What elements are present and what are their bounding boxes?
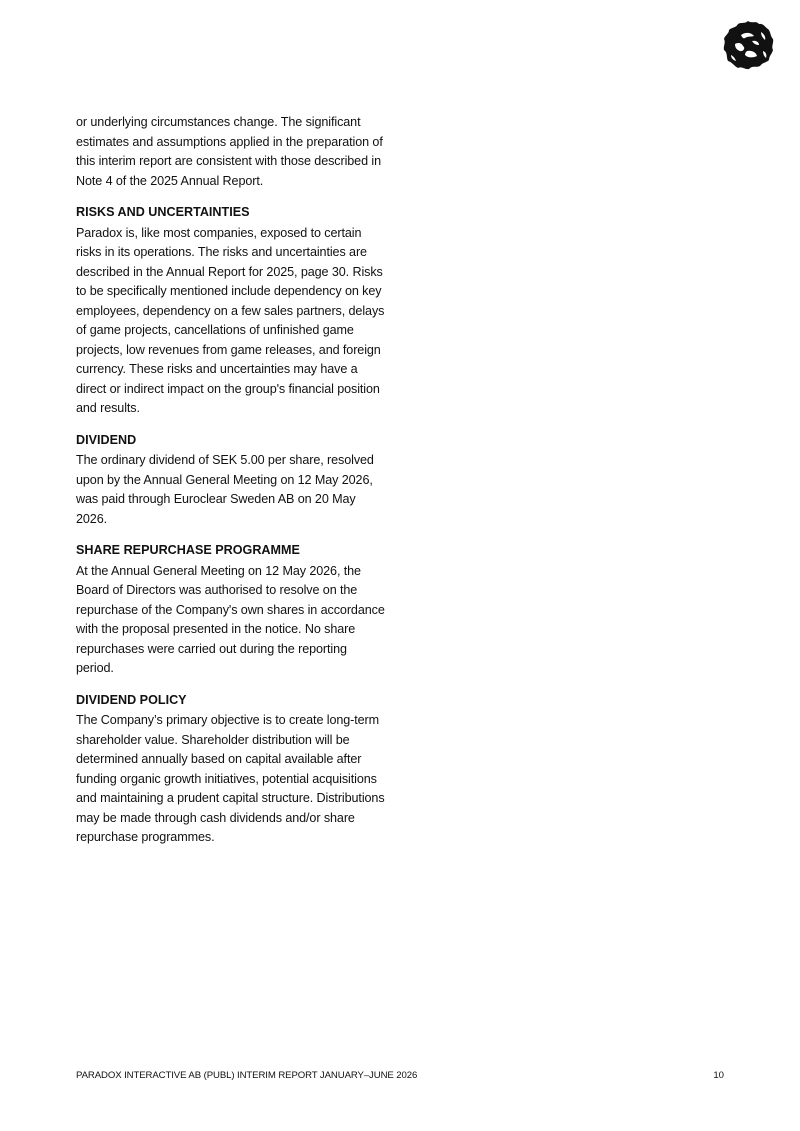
risks-paragraph: Paradox is, like most companies, exposed to certain risks in its operations. The risks and uncertainties are described in the Annual Report for 2025, page 30. Risks to be specifically mentioned include dependency on key employees, dependency on a few sales partners, delays of game projects, cancellations of unfinished game projects, low revenues from game releases, and foreign currency. These risks and uncertainties may have a direct or indirect impact on the group's financial position and results. <box>76 225 385 415</box>
footer-report-title: PARADOX INTERACTIVE AB (PUBL) INTERIM REPORT JANUARY–JUNE 2026 <box>76 1070 418 1081</box>
dividend-heading: DIVIDEND <box>76 432 137 447</box>
page-number: 10 <box>713 1070 724 1081</box>
share-repurchase-heading: SHARE REPURCHASE PROGRAMME <box>76 543 300 557</box>
main-text-column <box>76 113 388 860</box>
dividend-paragraph: The ordinary dividend of SEK 5.00 per share, resolved upon by the Annual General Meeting on 12 May 2026, was paid through Euroclear Sweden AB on 20 May 2026. <box>76 453 374 526</box>
dividend-policy-paragraph: The Company’s primary objective is to create long-term shareholder value. Shareholder distribution will be determined annually based on capital available after funding organic growth initiatives, potential acquisitions and maintaining a prudent capital structure. Distributions may be made through cash dividends and/or share repurchase programmes. <box>76 713 385 844</box>
paradox-lion-logo-icon <box>721 18 775 72</box>
risks-heading: RISKS AND UNCERTAINTIES <box>76 205 250 219</box>
intro-paragraph: or underlying circumstances change. The significant estimates and assumptions applied in the preparation of this interim report are consistent with those described in Note 4 of the 2025 Annual Report. <box>76 115 383 188</box>
share-repurchase-paragraph: At the Annual General Meeting on 12 May 2026, the Board of Directors was authorised to resolve on the repurchase of the Company's own shares in accordance with the proposal presented in the notice. No share repurchases were carried out during the reporting period. <box>76 563 385 675</box>
dividend-policy-heading: DIVIDEND POLICY <box>76 692 187 707</box>
